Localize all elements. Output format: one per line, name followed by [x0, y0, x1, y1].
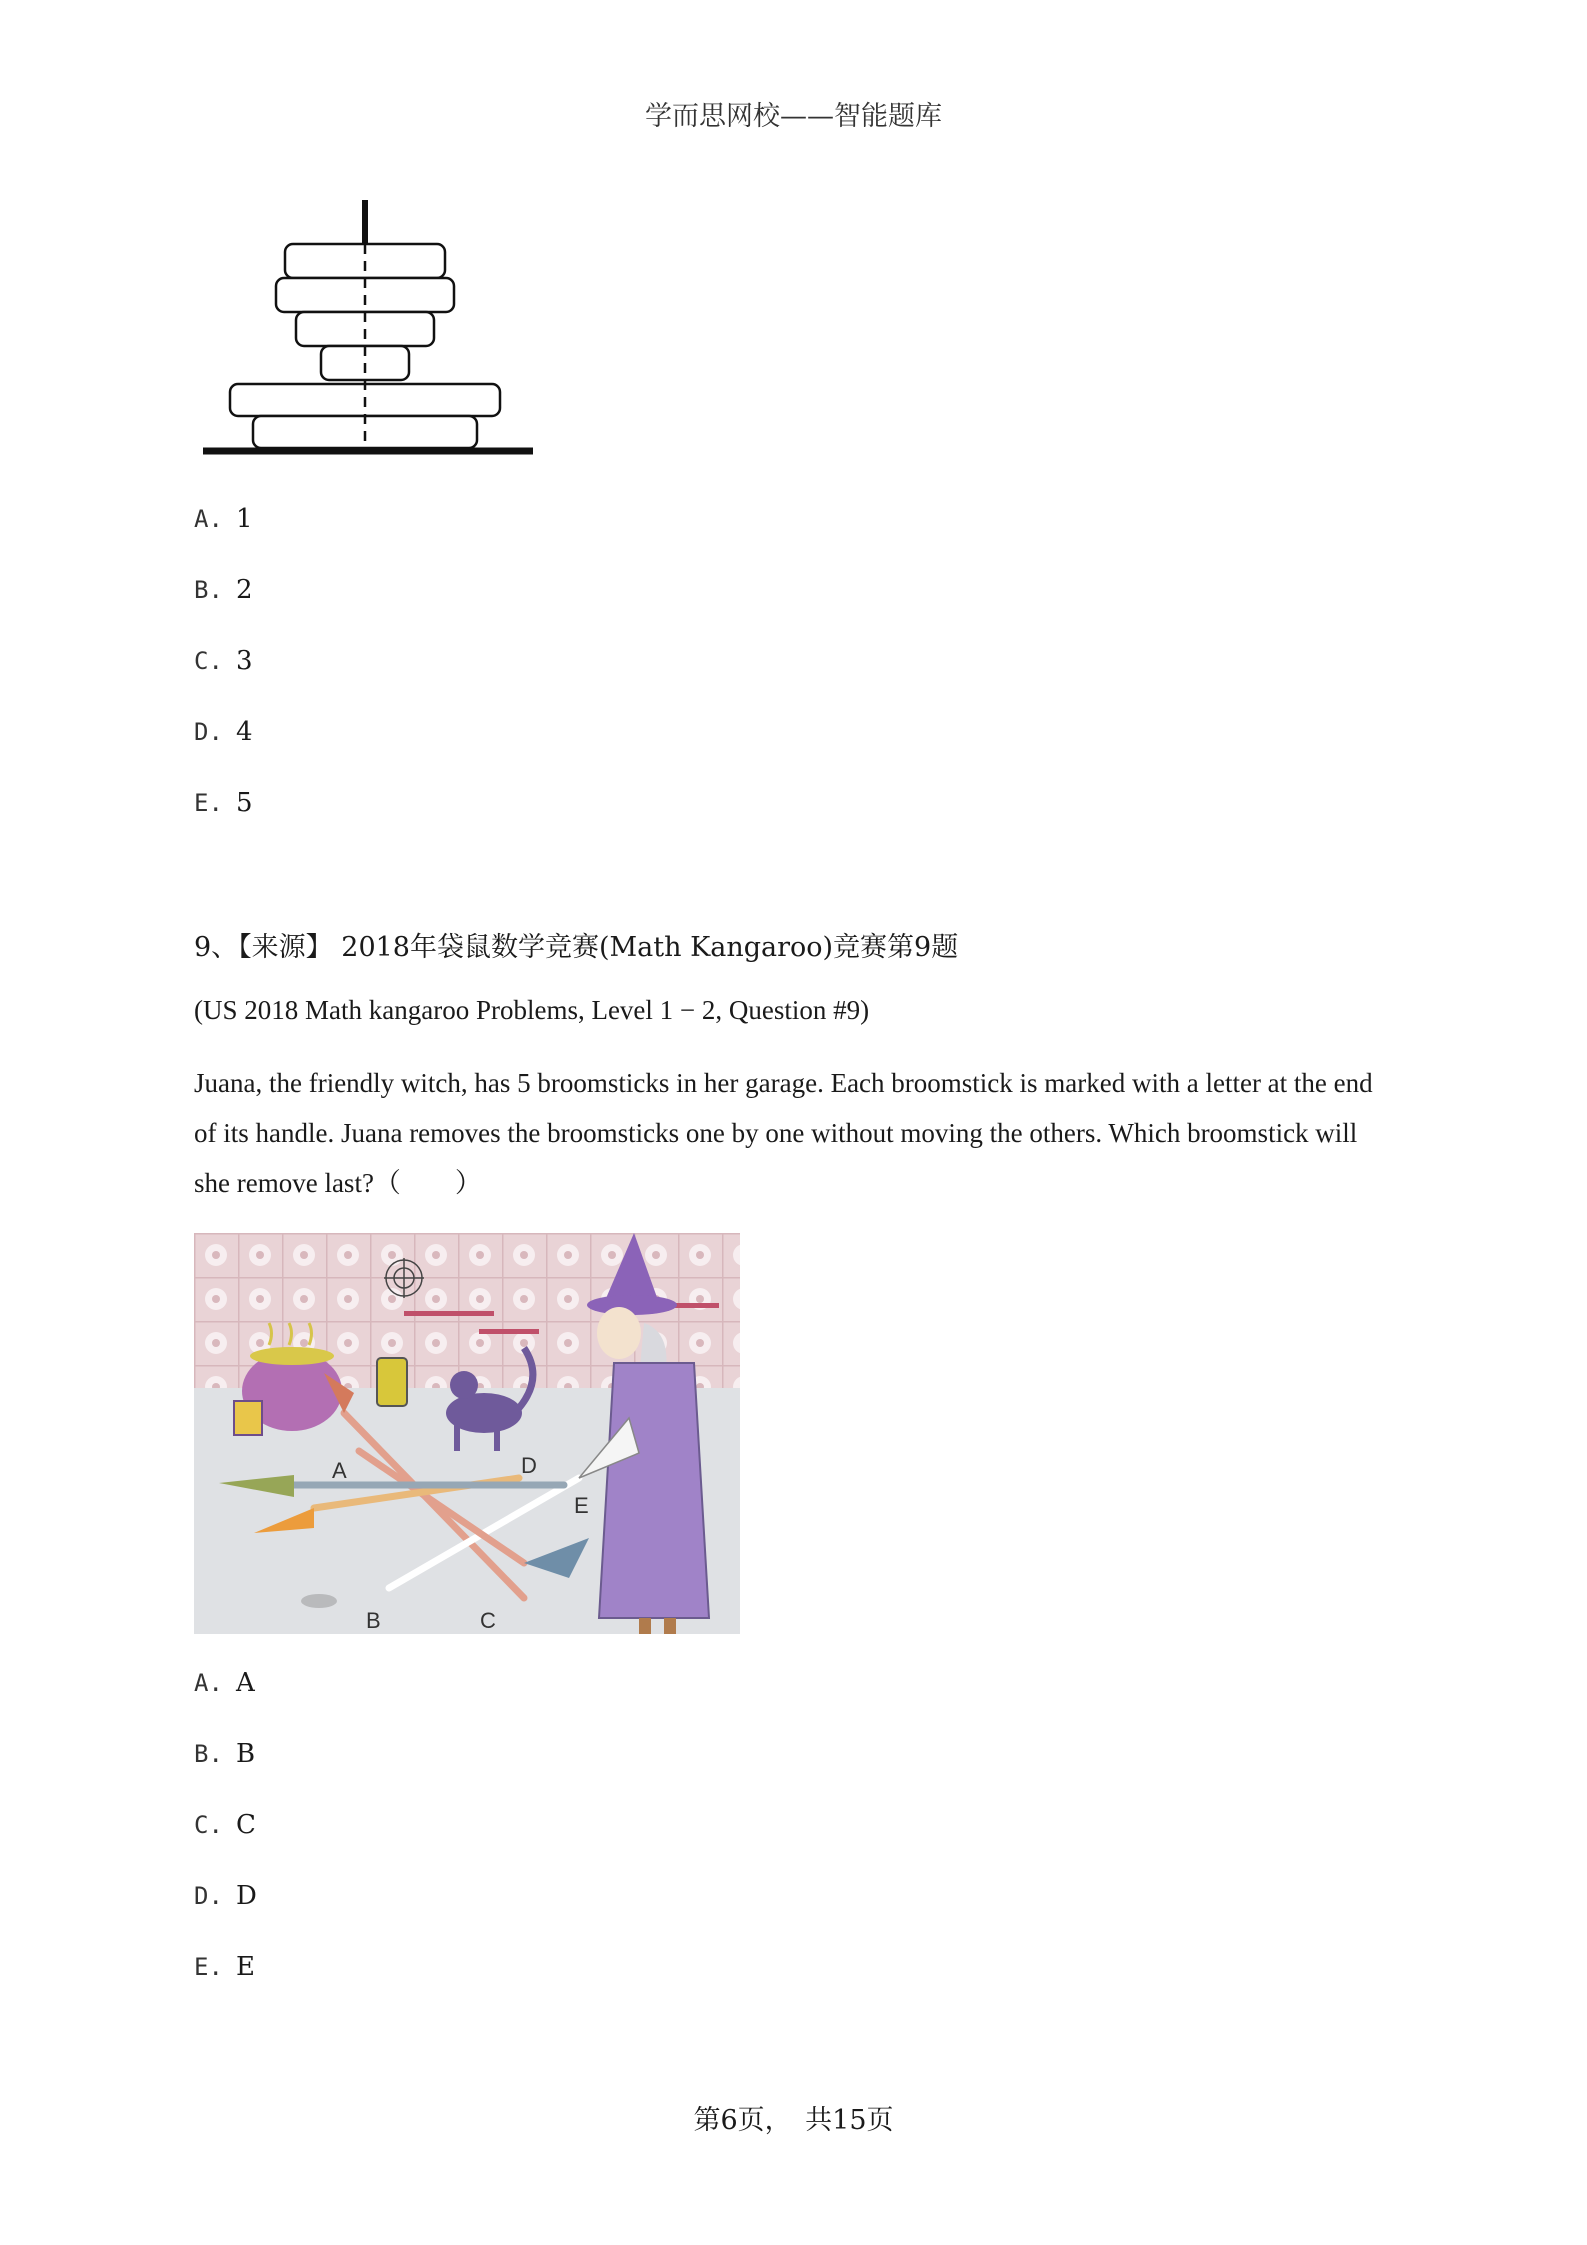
label-a: A: [332, 1458, 347, 1483]
jar: [234, 1401, 262, 1435]
mouse: [301, 1594, 337, 1608]
q8-option-a[interactable]: A. 1: [194, 504, 253, 534]
question-9-body: Juana, the friendly witch, has 5 broomsticks in her garage. Each broomstick is marked with a letter at the end of its handle. Juana removes the broomsticks one by one without moving the others. Which broomstick will she remove last?（ ）: [194, 1068, 1373, 1198]
bottle: [377, 1358, 407, 1406]
label-c: C: [480, 1608, 496, 1633]
q8-option-e[interactable]: E. 5: [194, 788, 253, 818]
ring-stack-figure: [195, 192, 550, 467]
q8-option-c[interactable]: C. 3: [194, 646, 253, 676]
q9-option-a[interactable]: A. A: [194, 1668, 255, 1698]
witch-broomsticks-illustration: [194, 1233, 740, 1634]
q9-option-c[interactable]: C. C: [194, 1810, 256, 1840]
shelf-2: [479, 1329, 539, 1334]
page-header: 学而思网校——智能题库: [645, 101, 942, 132]
shelf-1: [404, 1311, 494, 1316]
q8-option-b[interactable]: B. 2: [194, 575, 253, 605]
q9-option-d[interactable]: D. D: [194, 1881, 257, 1911]
label-e: E: [574, 1493, 589, 1518]
q9-option-e[interactable]: E. E: [194, 1952, 255, 1982]
question-9-title: 9、【来源】 2018年袋鼠数学竞赛(Math Kangaroo)竞赛第9题: [194, 932, 959, 963]
q9-option-b[interactable]: B. B: [194, 1739, 256, 1769]
page-footer: 第6页， 共15页: [693, 2105, 894, 2136]
q8-option-d[interactable]: D. 4: [194, 717, 253, 747]
label-b: B: [366, 1608, 381, 1633]
label-d: D: [521, 1453, 537, 1478]
question-9-source: (US 2018 Math kangaroo Problems, Level 1 − 2, Question #9): [194, 995, 870, 1025]
